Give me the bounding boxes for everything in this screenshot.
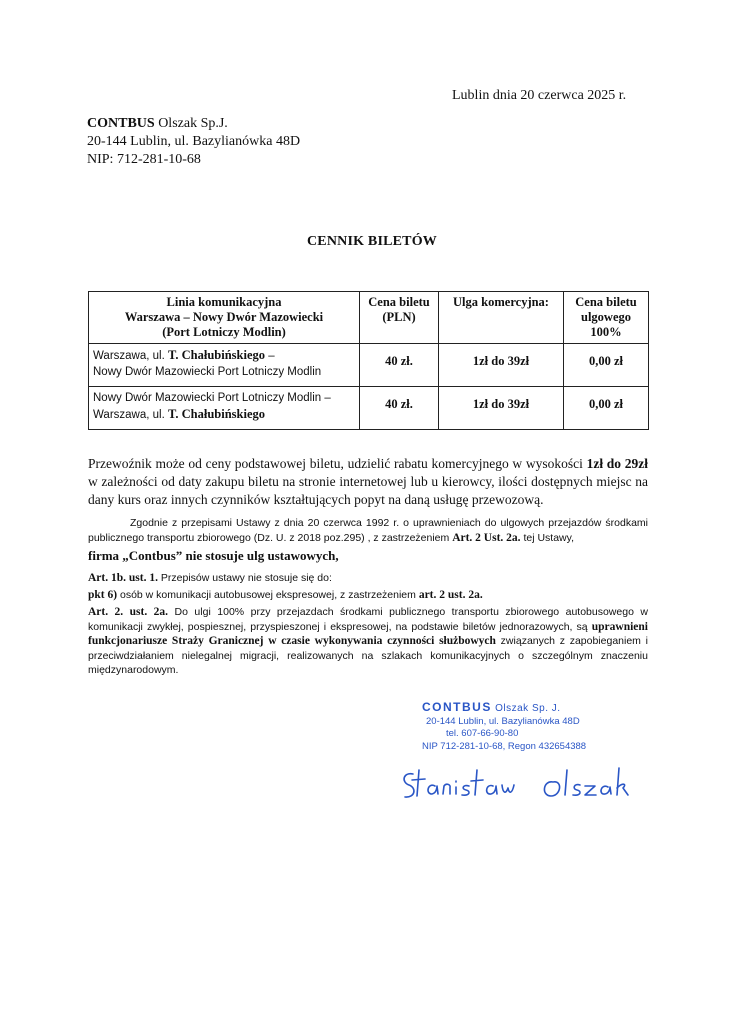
table-row <box>89 344 649 387</box>
table-header-row <box>89 292 649 344</box>
article-1b: Art. 1b. ust. 1. Przepisów ustawy nie stosuje się do: <box>88 572 332 584</box>
route-cell: Nowy Dwór Mazowiecki Port Lotniczy Modlin – Warszawa, ul. T. Chałubińskiego <box>89 387 360 430</box>
commercial-discount-paragraph: Przewoźnik może od ceny podstawowej biletu, udzielić rabatu komercyjnego w wysokości 1zł do 29zł w zależności od daty zakupu biletu na stronie internetowej lub u kierowcy, ilości dostępnych miejsc na dany kurs oraz innych czynników kształtujących popyt na daną usługę przewozową. <box>88 456 648 507</box>
reduced-price-cell: 0,00 zł <box>564 387 649 430</box>
reduced-price-cell: 0,00 zł <box>564 344 649 387</box>
sender-nip: NIP: 712-281-10-68 <box>87 152 201 167</box>
document-date: Lublin dnia 20 czerwca 2025 r. <box>452 88 627 103</box>
header-reduced-price: Cena biletu ulgowego 100% <box>564 292 649 344</box>
sender-block <box>87 115 300 169</box>
discount-cell: 1zł do 39zł <box>439 344 564 387</box>
route-cell: Warszawa, ul. T. Chałubińskiego – Nowy Dwór Mazowiecki Port Lotniczy Modlin <box>89 344 360 387</box>
company-stamp <box>422 701 642 753</box>
article-2: Art. 2. ust. 2a. Do ulgi 100% przy przejazdach środkami publicznego transportu zbiorowego autobusowego w komunikacji zwykłej, pospiesznej, przyspieszonej i ekspresowej, na podstawie biletów jednorazowych, są uprawnieni funkcjonariusze Straży Granicznej w czasie wykonywania czynności służbowych związanych z zapobieganiem i przeciwdziałaniem nielegalnej migracji, realizowanych na szlakach komunikacyjnych o szczególnym znaczeniu międzynarodowym. <box>88 606 648 676</box>
statutory-paragraph: Zgodnie z przepisami Ustawy z dnia 20 czerwca 1992 r. o uprawnieniach do ulgowych przejazdów środkami publicznego transportu zbiorowego (Dz. U. z 2018 poz.295) , z zastrzeżeniem Art. 2 Ust. 2a. tej Ustawy, <box>88 517 648 544</box>
header-discount: Ulga komercyjna: <box>439 292 564 344</box>
stamp-company: CONTBUS Olszak Sp. J. <box>422 700 561 714</box>
handwritten-signature <box>395 760 635 810</box>
stamp-address: 20-144 Lublin, ul. Bazylianówka 48D <box>426 715 580 727</box>
point-6: pkt 6) osób w komunikacji autobusowej ekspresowej, z zastrzeżeniem art. 2 ust. 2a. <box>88 589 483 601</box>
header-line: Linia komunikacyjna Warszawa – Nowy Dwór Mazowiecki (Port Lotniczy Modlin) <box>89 292 360 344</box>
sender-company: CONTBUS Olszak Sp.J. <box>87 116 228 131</box>
no-statutory-discounts-statement: firma „Contbus” nie stosuje ulg ustawowych, <box>88 548 339 563</box>
discount-cell: 1zł do 39zł <box>439 387 564 430</box>
stamp-phone: tel. 607-66-90-80 <box>446 728 519 739</box>
price-table <box>88 291 649 430</box>
table-row <box>89 387 649 430</box>
price-cell: 40 zł. <box>360 387 439 430</box>
sender-address: 20-144 Lublin, ul. Bazylianówka 48D <box>87 134 301 149</box>
stamp-nip: NIP 712-281-10-68, Regon 432654388 <box>422 740 587 752</box>
header-price: Cena biletu (PLN) <box>360 292 439 344</box>
page-title: CENNIK BILETÓW <box>307 234 437 249</box>
price-cell: 40 zł. <box>360 344 439 387</box>
